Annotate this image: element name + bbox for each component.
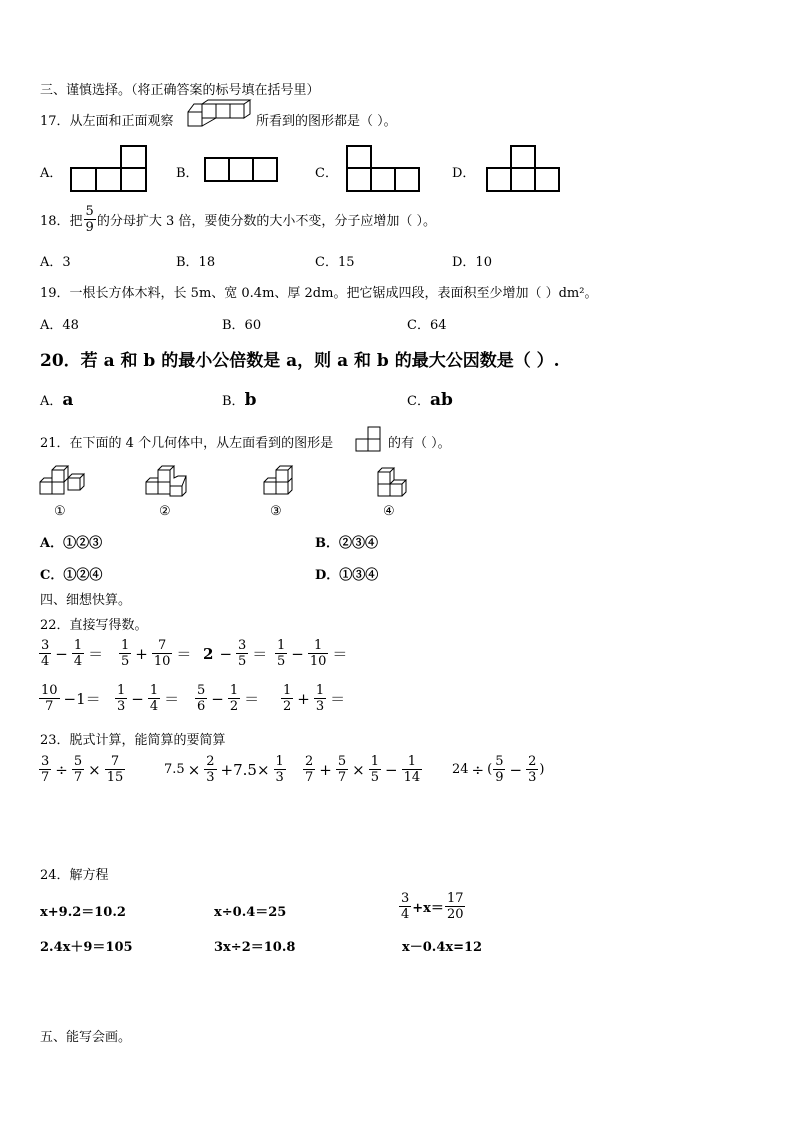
q23-expr-3: $\frac{2}{7}$ + $\frac{5}{7}$ × $\frac{1}{5}$ − $\frac{1}{14}$ [305,754,421,785]
q17-option-d-figure [486,145,562,193]
q19-option-b[interactable]: B．60 [222,318,262,333]
q23-expr-4: 24 ÷ ( $\frac{5}{9}$ − $\frac{2}{3}$ ) [452,754,545,785]
q24-equation-6: x－0.4x=12 [402,940,483,955]
q17-solid-figure [186,100,250,130]
q22-expr-4: $\frac{1}{5}$ − $\frac{1}{10}$ ＝ [277,638,348,669]
q21-figure-1 [38,466,86,498]
q24-equation-3-middle: +x＝ [412,901,444,916]
q17-option-a-figure [70,145,150,193]
q20-option-b-value: b [244,390,257,410]
q19-option-a[interactable]: A．48 [40,318,79,333]
q21-option-b[interactable]: B．②③④ [315,536,378,551]
q22-expr-5: $\frac{10}{7}$ −1＝ [41,683,101,714]
q18-suffix: 的分母扩大 3 倍，要使分数的大小不变，分子应增加（ ）。 [96,214,436,229]
q18-prefix: 18．把 [40,214,83,229]
q21-figure-3 [262,466,302,498]
q23-title: 23．脱式计算，能简算的要简算 [40,733,226,748]
q20-option-c-label: C． [407,394,430,409]
q17-option-b[interactable]: B． [176,166,199,181]
q20-option-a-value: a [62,390,74,410]
q20-text: 20．若 a 和 b 的最小公倍数是 a，则 a 和 b 的最大公因数是（ ）. [40,351,560,371]
q21-option-d[interactable]: D．①③④ [315,568,379,583]
q22-expr-6: $\frac{1}{3}$ − $\frac{1}{4}$ ＝ [117,683,180,714]
q22-expr-2: $\frac{1}{5}$ + $\frac{7}{10}$ ＝ [121,638,192,669]
section-4-title: 四、细想快算。 [40,593,132,608]
q19-text: 19．一根长方体木料，长 5m、宽 0.4m、厚 2dm。把它锯成四段，表面积至少增加（ ）dm²。 [40,286,598,301]
q18-fraction-numerator: 5 [85,204,94,219]
q18-fraction-denominator: 9 [85,220,94,235]
q17-option-d[interactable]: D． [452,166,476,181]
q20-option-c-value: ab [429,390,453,410]
q21-target-view-figure [355,427,381,453]
q21-option-c[interactable]: C．①②④ [40,568,103,583]
q21-suffix: 的有（ ）。 [388,436,451,451]
q24-equation-2: x÷0.4＝25 [214,905,287,920]
q17-option-a[interactable]: A． [40,166,63,181]
q24-equation-1: x+9.2＝10.2 [40,905,126,920]
q21-figure-4-label: ④ [383,504,395,519]
q20-option-c[interactable] [407,390,453,410]
q21-figure-4 [376,466,416,498]
q22-expr-7: $\frac{5}{6}$ − $\frac{1}{2}$ ＝ [197,683,260,714]
q24-equation-4: 2.4x＋9＝105 [40,940,133,955]
q21-figure-3-label: ③ [270,504,282,519]
q20-option-a-label: A． [40,394,63,409]
q21-figure-2 [144,466,192,498]
q24-equation-3: $\frac{3}{4}$ +x＝ $\frac{17}{20}$ [401,891,464,922]
q21-prefix: 21．在下面的 4 个几何体中，从左面看到的图形是 [40,436,334,451]
q17-option-c[interactable]: C． [315,166,338,181]
q22-expr-3: 2 − $\frac{3}{5}$ ＝ [203,638,268,669]
q23-expr-2: 7.5 × $\frac{2}{3}$ +7.5× $\frac{1}{3}$ [164,754,284,785]
q22-expr-8: $\frac{1}{2}$ + $\frac{1}{3}$ ＝ [283,683,346,714]
q23-expr-1: $\frac{3}{7}$ ÷ $\frac{5}{7}$ × $\frac{7}{15}$ [41,754,124,785]
q21-figure-1-label: ① [54,504,66,519]
q20-option-b-label: B． [222,394,245,409]
q18-option-b[interactable]: B．18 [176,255,216,270]
q24-title: 24．解方程 [40,868,109,883]
q18-option-a[interactable]: A．3 [40,255,71,270]
q20-option-b[interactable] [222,390,256,410]
q18-option-c[interactable]: C．15 [315,255,355,270]
q22-title: 22．直接写得数。 [40,618,148,633]
q17-option-b-figure [204,157,280,183]
q17-option-c-figure [346,145,422,193]
q17-prefix: 17．从左面和正面观察 [40,114,174,129]
q22-expr-1: $\frac{3}{4}$ − $\frac{1}{4}$ ＝ [41,638,104,669]
q21-option-a[interactable]: A．①②③ [40,536,103,551]
q19-option-c[interactable]: C．64 [407,318,447,333]
q20-option-a[interactable] [40,390,73,410]
q17-suffix: 所看到的图形都是（ ）。 [256,114,397,129]
q21-figure-2-label: ② [159,504,171,519]
q18-option-d[interactable]: D．10 [452,255,492,270]
q18-fraction [84,204,96,235]
section-5-title: 五、能写会画。 [40,1030,132,1045]
q24-equation-5: 3x÷2＝10.8 [214,940,296,955]
section-3-title: 三、谨慎选择。（将正确答案的标号填在括号里） [40,83,320,98]
